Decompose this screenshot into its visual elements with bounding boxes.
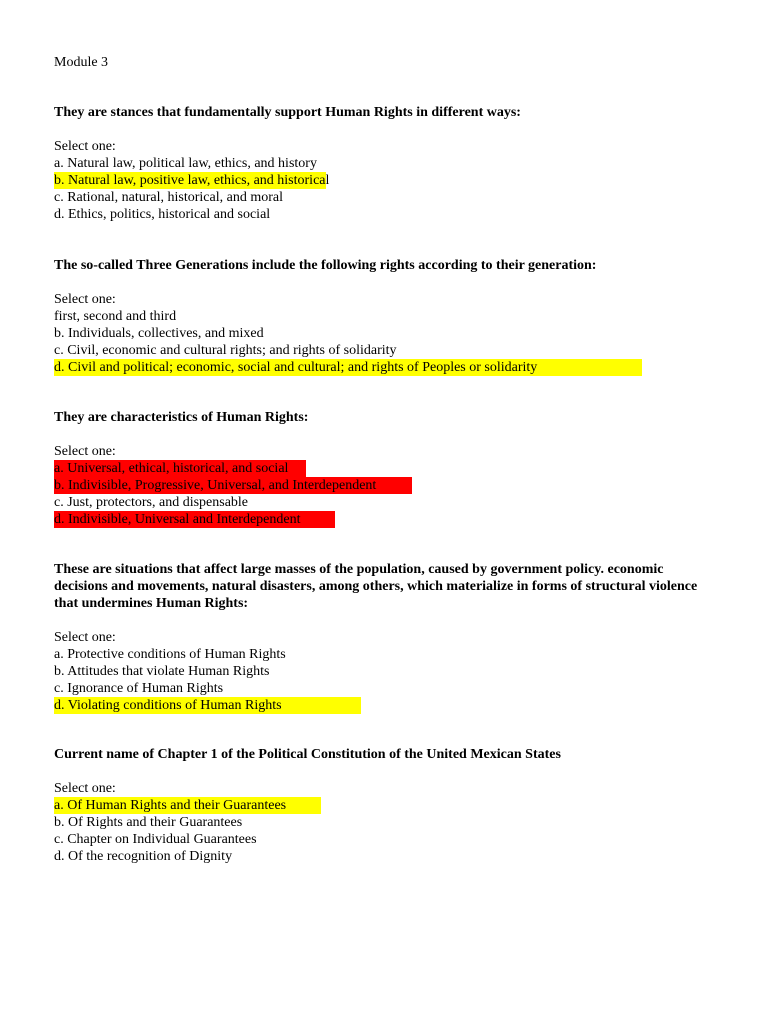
option-text: c. Just, protectors, and dispensable <box>54 495 249 510</box>
question-text: These are situations that affect large masses of the population, caused by government policy. economic decisions and movements, natural disasters, among others, which materialize in forms of structural violence that undermines Human Rights: <box>54 562 698 611</box>
option-text: a. Protective conditions of Human Rights <box>54 647 286 662</box>
question-text: Current name of Chapter 1 of the Political Constitution of the United Mexican States <box>54 747 561 762</box>
module-title: Module 3 <box>54 55 109 70</box>
option-c[interactable] <box>54 189 714 206</box>
option-d[interactable] <box>54 848 714 865</box>
question-4 <box>54 561 714 714</box>
question-1 <box>54 104 714 223</box>
option-text: c. Chapter on Individual Guarantees <box>54 832 257 847</box>
option-a[interactable] <box>54 797 714 814</box>
option-text: first, second and third <box>54 309 177 324</box>
question-3 <box>54 409 714 528</box>
select-one-label: Select one: <box>54 781 116 796</box>
option-text: c. Ignorance of Human Rights <box>54 681 224 696</box>
question-2 <box>54 257 714 376</box>
option-a[interactable] <box>54 460 714 477</box>
question-text: They are stances that fundamentally support Human Rights in different ways: <box>54 105 521 120</box>
option-text: b. Of Rights and their Guarantees <box>54 815 243 830</box>
option-d[interactable] <box>54 206 714 223</box>
option-d[interactable] <box>54 511 714 528</box>
option-text: d. Of the recognition of Dignity <box>54 849 233 864</box>
option-text: b. Individuals, collectives, and mixed <box>54 326 264 341</box>
option-text: c. Rational, natural, historical, and moral <box>54 190 283 205</box>
option-d[interactable] <box>54 697 714 714</box>
option-b[interactable] <box>54 663 714 680</box>
option-highlight: b. Indivisible, Progressive, Universal, and Interdependent <box>54 477 412 494</box>
option-c[interactable] <box>54 831 714 848</box>
select-one-label: Select one: <box>54 444 116 459</box>
option-c[interactable] <box>54 680 714 697</box>
option-text: b. Attitudes that violate Human Rights <box>54 664 270 679</box>
option-highlight: b. Natural law, positive law, ethics, and historica <box>54 173 326 188</box>
option-a[interactable] <box>54 646 714 663</box>
select-one-label: Select one: <box>54 292 116 307</box>
question-text: The so-called Three Generations include the following rights according to their generation: <box>54 258 597 273</box>
option-text: a. Natural law, political law, ethics, and history <box>54 156 317 171</box>
option-c[interactable] <box>54 494 714 511</box>
option-b[interactable] <box>54 477 714 494</box>
option-d[interactable] <box>54 359 714 376</box>
option-a[interactable] <box>54 155 714 172</box>
option-b[interactable] <box>54 325 714 342</box>
option-b[interactable] <box>54 814 714 831</box>
option-text: c. Civil, economic and cultural rights; and rights of solidarity <box>54 343 397 358</box>
option-first[interactable] <box>54 308 714 325</box>
option-b[interactable] <box>54 172 714 189</box>
option-text-tail: l <box>325 173 330 188</box>
option-highlight: d. Civil and political; economic, social and cultural; and rights of Peoples or solidarity <box>54 359 642 376</box>
question-text: They are characteristics of Human Rights: <box>54 410 309 425</box>
option-text: d. Ethics, politics, historical and social <box>54 207 271 222</box>
option-highlight: a. Of Human Rights and their Guarantees <box>54 797 321 814</box>
select-one-label: Select one: <box>54 139 116 154</box>
option-highlight: a. Universal, ethical, historical, and social <box>54 460 306 477</box>
select-one-label: Select one: <box>54 630 116 645</box>
option-highlight: d. Indivisible, Universal and Interdependent <box>54 511 335 528</box>
option-highlight: d. Violating conditions of Human Rights <box>54 697 361 714</box>
question-5 <box>54 746 714 865</box>
option-c[interactable] <box>54 342 714 359</box>
